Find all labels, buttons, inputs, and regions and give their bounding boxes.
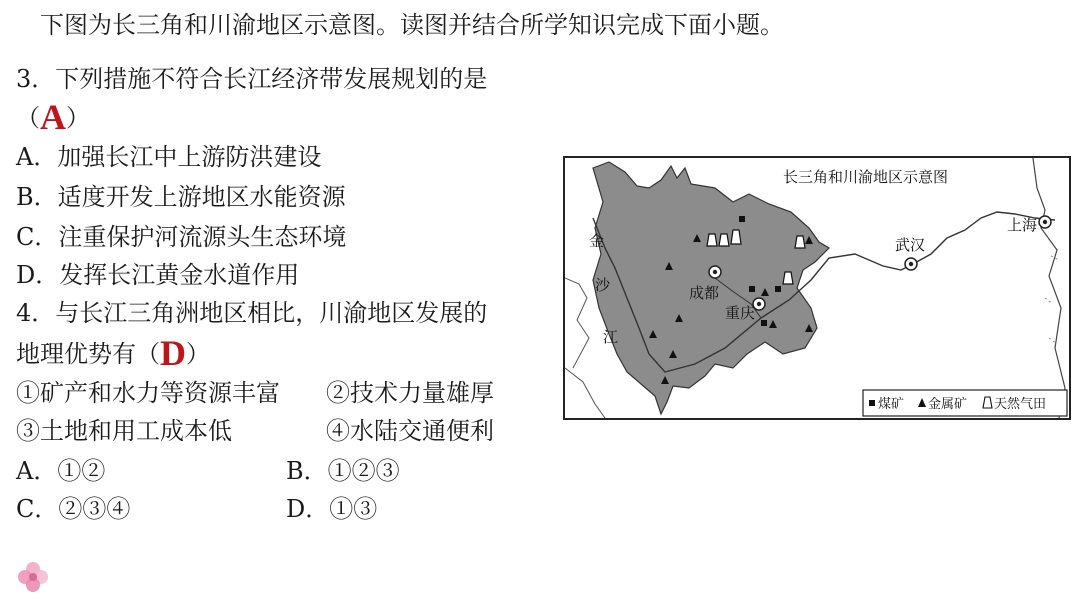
q3-option-b: B．适度开发上游地区水能资源 xyxy=(16,183,346,211)
q4-item-2: ②技术力量雄厚 xyxy=(326,379,494,407)
q3-option-d: D．发挥长江黄金水道作用 xyxy=(16,261,300,289)
q3-answer-line xyxy=(16,97,90,137)
intro-text: 下图为长三角和川渝地区示意图。读图并结合所学知识完成下面小题。 xyxy=(40,11,784,39)
q4-answer: D xyxy=(160,333,186,373)
q4-option-b: B．①②③ xyxy=(286,457,400,485)
q3-option-c: C．注重保护河流源头生态环境 xyxy=(16,223,347,251)
coal-mine-marker xyxy=(761,320,767,326)
city-shanghai xyxy=(1007,216,1051,234)
city-label-chengdu: 成都 xyxy=(689,284,720,302)
flower-decoration-icon xyxy=(16,560,50,594)
paren-close: ） xyxy=(186,340,210,368)
legend-gas-icon xyxy=(983,397,992,408)
q3-answer: A xyxy=(40,97,66,137)
legend-coal-icon xyxy=(869,400,875,406)
city-wuhan xyxy=(895,236,925,270)
coal-mine-marker xyxy=(749,286,755,292)
river-label-jin: 金 xyxy=(589,232,605,250)
gas-field-marker xyxy=(795,236,805,248)
map-legend xyxy=(863,390,1067,416)
q4-stem-text: 地理优势有（ xyxy=(16,340,160,368)
map-svg xyxy=(565,158,1069,418)
region-map xyxy=(563,156,1071,420)
legend-coal-label: 煤矿 xyxy=(878,397,905,412)
gas-field-marker xyxy=(707,234,717,246)
legend-gas-label: 天然气田 xyxy=(994,397,1047,412)
legend-metal-label: 金属矿 xyxy=(928,397,968,412)
coal-mine-marker xyxy=(739,216,745,222)
q3-option-a: A．加强长江中上游防洪建设 xyxy=(16,143,322,171)
gas-field-marker xyxy=(719,234,729,246)
q4-item-4: ④水陆交通便利 xyxy=(326,417,494,445)
map-title: 长三角和川渝地区示意图 xyxy=(783,168,949,186)
q4-option-c: C．②③④ xyxy=(16,495,131,523)
q4-option-d: D．①③ xyxy=(286,495,378,523)
gas-field-marker xyxy=(783,272,793,284)
gas-field-marker xyxy=(731,230,741,244)
q3-stem: 3．下列措施不符合长江经济带发展规划的是 xyxy=(16,65,488,93)
city-label-shanghai: 上海 xyxy=(1007,216,1038,234)
river-label-jiang: 江 xyxy=(603,328,619,346)
q4-stem-line1: 4．与长江三角洲地区相比，川渝地区发展的 xyxy=(16,299,488,327)
paren-open: （ xyxy=(16,104,40,132)
paren-close: ） xyxy=(66,104,90,132)
coast-hatching xyxy=(1041,218,1059,344)
q4-item-1: ①矿产和水力等资源丰富 xyxy=(16,379,280,407)
q4-item-3: ③土地和用工成本低 xyxy=(16,417,232,445)
coastline xyxy=(1033,158,1065,418)
city-label-chongqing: 重庆 xyxy=(725,304,756,322)
city-label-wuhan: 武汉 xyxy=(895,236,926,254)
river-label-sha: 沙 xyxy=(595,276,611,294)
q4-stem-line2 xyxy=(16,333,210,373)
q4-option-a: A．①② xyxy=(16,457,106,485)
coal-mine-marker xyxy=(775,286,781,292)
